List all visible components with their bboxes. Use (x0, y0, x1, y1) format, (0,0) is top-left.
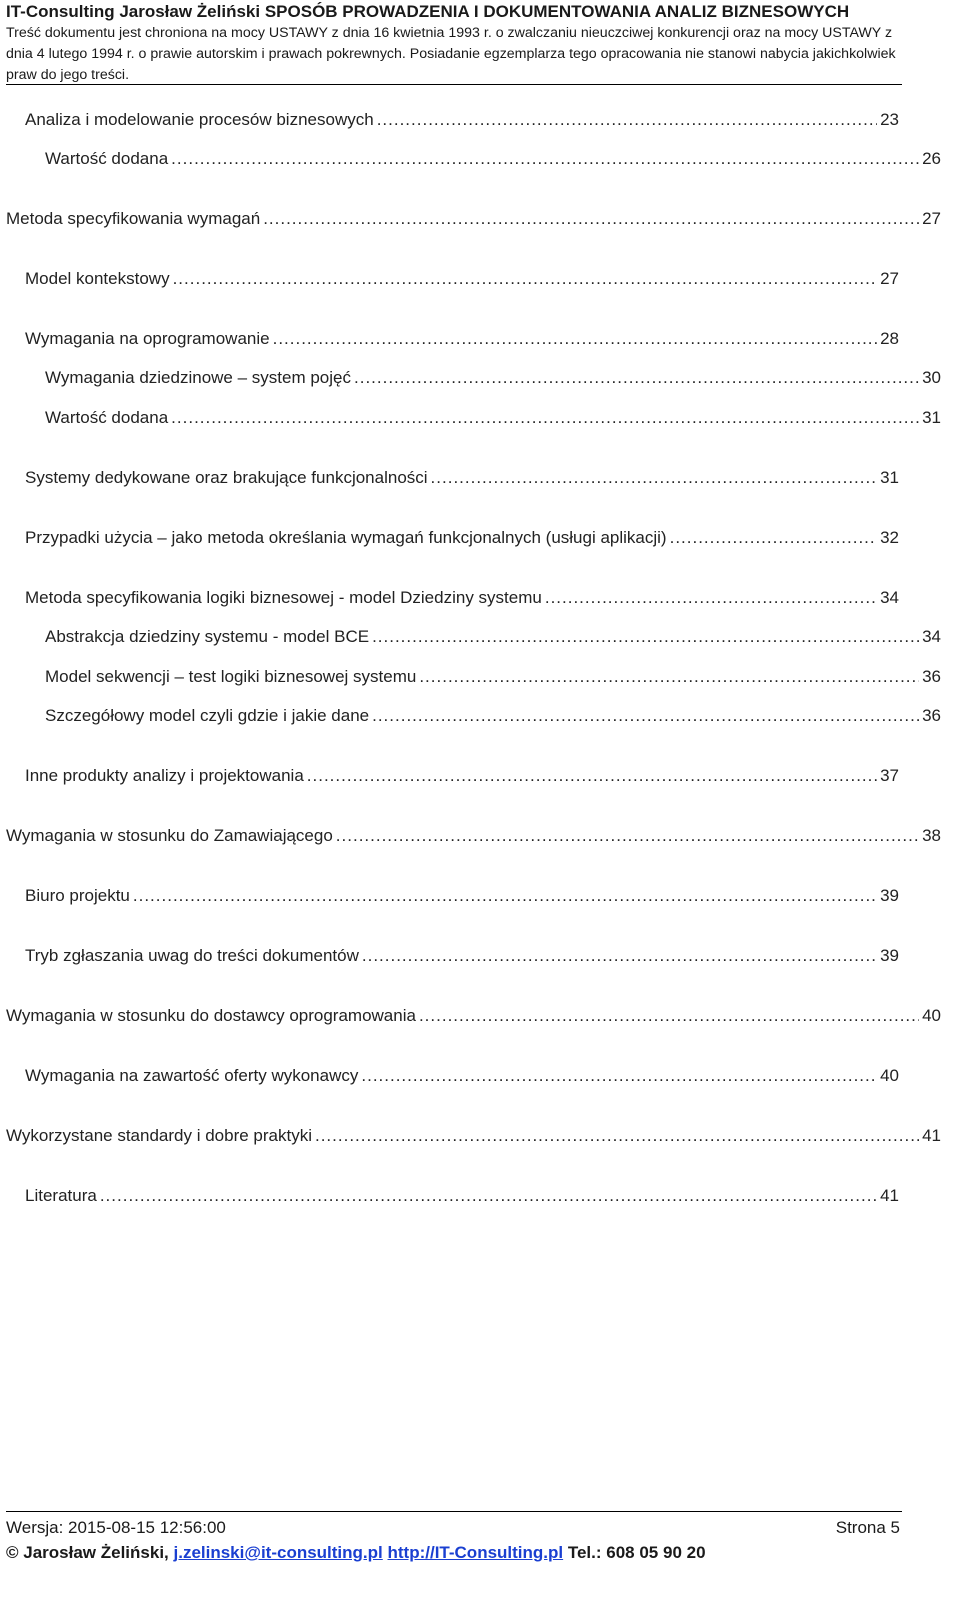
toc-page-number: 23 (880, 110, 899, 129)
toc-entry[interactable] (25, 945, 899, 967)
toc-page-number: 26 (922, 149, 941, 168)
toc-leader-dots (133, 885, 877, 907)
toc-entry-title: Metoda specyfikowania logiki biznesowej - model Dziedziny systemu (25, 588, 542, 607)
toc-entry-title: Inne produkty analizy i projektowania (25, 766, 304, 785)
toc-entry-title: Wykorzystane standardy i dobre praktyki (6, 1126, 312, 1145)
toc-leader-dots (307, 765, 877, 787)
copyright-notice: Treść dokumentu jest chroniona na mocy USTAWY z dnia 16 kwietnia 1993 r. o zwalczaniu nieuczciwej konkurencji oraz na mocy USTAWY z dnia 4 lutego 1994 r. o prawie autorskim i prawach pokrewnych. Posiadanie egzemplarza tego opracowania nie stanowi nabycia jakichkolwiek praw do jego treści. (6, 25, 896, 83)
toc-leader-dots (263, 208, 919, 230)
toc-page-number: 39 (880, 886, 899, 905)
toc-leader-dots (336, 825, 919, 847)
toc-entry[interactable] (25, 1185, 899, 1207)
toc-page-number: 37 (880, 766, 899, 785)
toc-leader-dots (354, 367, 919, 389)
toc-entry[interactable] (45, 407, 941, 429)
toc-leader-dots (419, 666, 919, 688)
toc-page-number: 41 (880, 1186, 899, 1205)
toc-page-number: 36 (922, 706, 941, 725)
toc-entry[interactable] (25, 268, 899, 290)
toc-page-number: 30 (922, 368, 941, 387)
toc-page-number: 36 (922, 667, 941, 686)
toc-entry-title: Analiza i modelowanie procesów biznesowych (25, 110, 374, 129)
toc-entry[interactable] (25, 109, 899, 131)
phone-label: Tel.: 608 05 90 20 (567, 1543, 706, 1562)
toc-leader-dots (362, 945, 877, 967)
toc-entry-title: Wartość dodana (45, 408, 169, 427)
toc-page-number: 34 (922, 627, 941, 646)
toc-page-number: 31 (880, 468, 899, 487)
toc-entry-title: Literatura (25, 1186, 97, 1205)
toc-leader-dots (670, 527, 877, 549)
toc-leader-dots (100, 1185, 877, 1207)
website-link[interactable]: http://IT-Consulting.pl (387, 1543, 564, 1562)
toc-entry[interactable] (45, 666, 941, 688)
email-link[interactable]: j.zelinski@it-consulting.pl (173, 1543, 383, 1562)
toc-leader-dots (372, 705, 919, 727)
version-label: Wersja: 2015-08-15 12:56:00 (6, 1518, 226, 1537)
toc-entry[interactable] (6, 825, 941, 847)
toc-entry-title: Wymagania na zawartość oferty wykonawcy (25, 1066, 359, 1085)
toc-page-number: 27 (922, 209, 941, 228)
header-divider (6, 84, 902, 85)
toc-page-number: 28 (880, 329, 899, 348)
toc-leader-dots (372, 626, 919, 648)
toc-entry-title: Wymagania dziedzinowe – system pojęć (45, 368, 351, 387)
toc-entry-title: Szczegółowy model czyli gdzie i jakie dane (45, 706, 370, 725)
toc-entry[interactable] (25, 328, 899, 350)
toc-leader-dots (273, 328, 877, 350)
toc-entry[interactable] (6, 1125, 941, 1147)
toc-entry[interactable] (25, 1065, 899, 1087)
toc-entry-title: Biuro projektu (25, 886, 130, 905)
toc-entry-title: Model sekwencji – test logiki biznesowej systemu (45, 667, 417, 686)
toc-leader-dots (171, 148, 919, 170)
toc-entry[interactable] (45, 367, 941, 389)
toc-leader-dots (173, 268, 878, 290)
toc-entry-title: Wymagania w stosunku do dostawcy oprogramowania (6, 1006, 416, 1025)
toc-page-number: 40 (922, 1006, 941, 1025)
toc-leader-dots (431, 467, 878, 489)
toc-leader-dots (545, 587, 877, 609)
toc-page-number: 40 (880, 1066, 899, 1085)
toc-page-number: 34 (880, 588, 899, 607)
toc-page-number: 38 (922, 826, 941, 845)
toc-leader-dots (315, 1125, 919, 1147)
footer-divider (6, 1511, 902, 1512)
toc-leader-dots (377, 109, 877, 131)
toc-page-number: 41 (922, 1126, 941, 1145)
toc-entry-title: Wymagania w stosunku do Zamawiającego (6, 826, 333, 845)
toc-leader-dots (171, 407, 919, 429)
page-footer (6, 1516, 900, 1566)
page-header (6, 0, 906, 86)
document-title: IT-Consulting Jarosław Żeliński SPOSÓB PROWADZENIA I DOKUMENTOWANIA ANALIZ BIZNESOWYCH (6, 2, 850, 21)
toc-entry[interactable] (25, 467, 899, 489)
page-number-label: Strona 5 (835, 1518, 900, 1537)
toc-entry-title: Tryb zgłaszania uwag do treści dokumentów (25, 946, 359, 965)
toc-entry[interactable] (25, 587, 899, 609)
toc-entry-title: Przypadki użycia – jako metoda określania wymagań funkcjonalnych (usługi aplikacji) (25, 528, 667, 547)
toc-entry-title: Model kontekstowy (25, 269, 170, 288)
toc-entry-title: Wymagania na oprogramowanie (25, 329, 270, 348)
toc-entry[interactable] (25, 885, 899, 907)
author-label: © Jarosław Żeliński, (6, 1543, 169, 1562)
toc-entry-title: Metoda specyfikowania wymagań (6, 209, 261, 228)
toc-entry[interactable] (45, 626, 941, 648)
toc-entry[interactable] (25, 765, 899, 787)
toc-entry[interactable] (45, 148, 941, 170)
toc-entry[interactable] (45, 705, 941, 727)
toc-leader-dots (361, 1065, 877, 1087)
toc-page-number: 39 (880, 946, 899, 965)
toc-leader-dots (419, 1005, 919, 1027)
toc-entry[interactable] (25, 527, 899, 549)
toc-page-number: 27 (880, 269, 899, 288)
toc-entry-title: Systemy dedykowane oraz brakujące funkcjonalności (25, 468, 428, 487)
toc-page-number: 32 (880, 528, 899, 547)
toc-entry[interactable] (6, 1005, 941, 1027)
toc-entry[interactable] (6, 208, 941, 230)
toc-entry-title: Wartość dodana (45, 149, 169, 168)
toc-entry-title: Abstrakcja dziedziny systemu - model BCE (45, 627, 370, 646)
toc-page-number: 31 (922, 408, 941, 427)
